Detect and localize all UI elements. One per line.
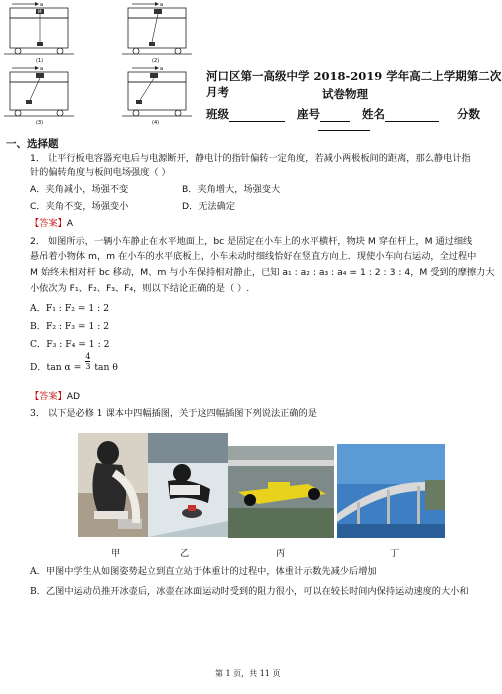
- caption-yi: 乙: [180, 548, 190, 559]
- fraction-denominator: 3: [85, 362, 91, 371]
- q2-option-d-prefix: D．tan α =: [30, 362, 82, 373]
- svg-text:(4): (4): [152, 120, 160, 125]
- q3-option-b: B．乙图中运动员推开冰壶后，冰壶在冰面运动时受到的阻力很小，可以在较长时间内保持运动速度的大小和: [30, 586, 469, 597]
- info-line: [206, 106, 480, 122]
- q1-option-c: C．夹角不变，场强变小: [30, 201, 129, 212]
- figure-4: [122, 66, 192, 125]
- score-field[interactable]: [318, 128, 370, 131]
- figure-1: [4, 2, 74, 64]
- class-field[interactable]: [229, 111, 285, 122]
- q2-option-d: [30, 352, 118, 382]
- q2-line4: 小依次为 F₁、F₂、F₃、F₄，则以下结论正确的是（ ）.: [30, 283, 250, 294]
- answer-tag: 【答案】: [30, 218, 67, 229]
- photo-jia: [78, 433, 148, 537]
- physics-figures-svg: [0, 0, 200, 125]
- seat-label: 座号: [297, 107, 321, 121]
- svg-text:M: M: [38, 9, 42, 14]
- answer-tag: 【答案】: [30, 391, 67, 402]
- q1-line1: 1． 让平行板电容器充电后与电源断开，静电计的指针偏转一定角度，若减小两极板间的距离，那么静电计指: [30, 153, 471, 164]
- svg-text:(3): (3): [36, 120, 44, 125]
- page-footer: 第 1 页，共 11 页: [215, 669, 281, 678]
- bridge-image: [337, 444, 445, 538]
- document-title-line2: 试卷物理: [322, 87, 368, 101]
- q2-line2: 悬吊着小物体 m，m 在小车的水平底板上，小车未动时细线恰好在竖直方向上．现使小车向右运动，全过程中: [30, 251, 477, 262]
- q1-option-b: B．夹角增大，场强变大: [182, 184, 281, 195]
- caption-jia: 甲: [111, 548, 121, 559]
- answer-value: AD: [66, 391, 81, 402]
- photo-bing: [228, 446, 334, 538]
- svg-text:a: a: [40, 66, 44, 72]
- race-car-image: [228, 446, 334, 538]
- caption-bing: 丙: [276, 548, 286, 559]
- q2-answer: [30, 391, 80, 403]
- figure-3: [4, 66, 74, 125]
- svg-text:a: a: [40, 2, 44, 8]
- q1-answer: [30, 218, 73, 230]
- q1-option-a: A．夹角减小，场强不变: [30, 184, 129, 195]
- svg-text:a: a: [160, 2, 164, 8]
- answer-value: A: [66, 218, 74, 229]
- student-on-scale-image: [78, 433, 148, 537]
- svg-text:a: a: [160, 66, 164, 72]
- fraction-numerator: 4: [85, 352, 91, 361]
- section-heading: 一、选择题: [6, 138, 59, 150]
- q1-option-d: D．无法确定: [182, 201, 236, 212]
- name-label: 姓名: [362, 107, 386, 121]
- q1-line2: 针的偏转角度与板间电场强度（ ）: [30, 167, 171, 178]
- name-field[interactable]: [385, 111, 439, 122]
- document-title-line1: 河口区第一高级中学 2018-2019 学年高二上学期第二次月考: [206, 69, 502, 99]
- q2-option-c: C．F₃ : F₄ = 1 : 2: [30, 339, 110, 350]
- class-label: 班级: [206, 107, 229, 121]
- figure-2: [122, 2, 192, 64]
- svg-text:(1): (1): [36, 58, 44, 64]
- q2-line3: M 始终未相对杆 bc 移动，M、m 与小车保持相对静止，已知 a₁ : a₂ : a₃ : a₄ = 1 : 2 : 3 : 4，M 受到的摩擦力大: [30, 267, 495, 278]
- score-label: 分数: [457, 107, 481, 121]
- seat-field[interactable]: [320, 111, 350, 122]
- fraction: [85, 352, 90, 371]
- q2-option-a: A．F₁ : F₂ = 1 : 2: [30, 303, 110, 314]
- q2-option-b: B．F₂ : F₃ = 1 : 2: [30, 321, 110, 332]
- q3-option-a: A．甲图中学生从如图姿势起立到直立站于体重计的过程中，体重计示数先减少后增加: [30, 566, 377, 577]
- curling-athlete-image: [148, 433, 228, 537]
- q2-line1: 2． 如图所示，一辆小车静止在水平地面上，bc 是固定在小车上的水平横杆，物块 M 穿在杆上，M 通过细线: [30, 236, 473, 247]
- figure-group: [0, 0, 200, 125]
- q2-option-d-suffix: tan θ: [94, 362, 118, 373]
- photo-ding: [337, 444, 445, 538]
- q3-line1: 3． 以下是必修 1 课本中四幅插图，关于这四幅插图下列说法正确的是: [30, 408, 317, 419]
- photo-yi: [148, 433, 228, 537]
- caption-ding: 丁: [390, 548, 400, 559]
- svg-text:(2): (2): [152, 58, 160, 64]
